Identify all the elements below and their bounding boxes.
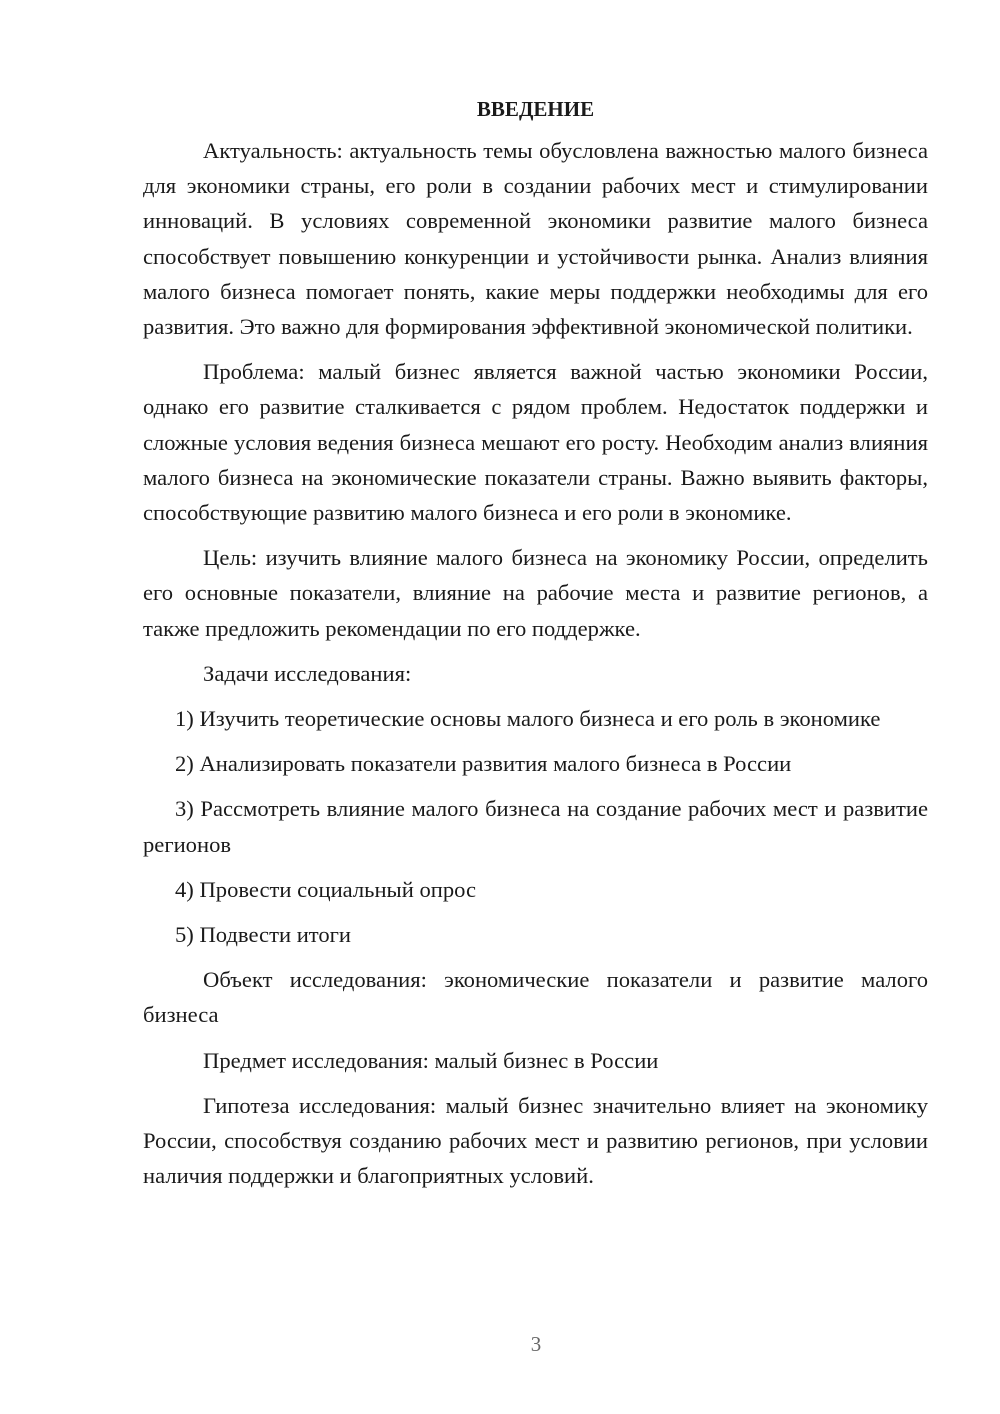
task-item: 1) Изучить теоретические основы малого бизнеса и его роль в экономике bbox=[175, 706, 881, 732]
goal-paragraph: Цель: изучить влияние малого бизнеса на экономику России, определить его основные показатели, влияние на рабочие места и развитие регионов, а также предложить рекомендации по его поддержке. bbox=[143, 545, 928, 641]
tasks-heading: Задачи исследования: bbox=[203, 660, 412, 686]
hypothesis-paragraph: Гипотеза исследования: малый бизнес значительно влияет на экономику России, способствуя созданию рабочих мест и развитию регионов, при условии наличия поддержки и благоприятных условий. bbox=[143, 1092, 928, 1189]
task-item: 2) Анализировать показатели развития малого бизнеса в России bbox=[175, 751, 792, 777]
page-number: 3 bbox=[530, 1332, 542, 1356]
task-item: 3) Рассмотреть влияние малого бизнеса на создание рабочих мест и развитие регионов bbox=[143, 796, 928, 857]
relevance-paragraph: Актуальность: актуальность темы обусловлена важностью малого бизнеса для экономики страны, его роли в создании рабочих мест и стимулировании инноваций. В условиях современной экономики развитие малого бизнеса способствует повышению конкуренции и устойчивости рынка. Анализ влияния малого бизнеса помогает понять, какие меры поддержки необходимы для его развития. Это важно для формирования эффективной экономической политики. bbox=[143, 138, 928, 340]
task-item: 5) Подвести итоги bbox=[175, 922, 352, 948]
section-title: ВВЕДЕНИЕ bbox=[476, 97, 595, 121]
subject-paragraph: Предмет исследования: малый бизнес в России bbox=[203, 1047, 659, 1073]
problem-paragraph: Проблема: малый бизнес является важной частью экономики России, однако его развитие сталкивается с рядом проблем. Недостаток поддержки и сложные условия ведения бизнеса мешают его росту. Необходим анализ влияния малого бизнеса на экономические показатели страны. Важно выявить факторы, способствующие развитию малого бизнеса и его роли в экономике. bbox=[143, 359, 928, 526]
document-page bbox=[143, 92, 928, 1203]
task-item: 4) Провести социальный опрос bbox=[175, 876, 477, 902]
object-paragraph: Объект исследования: экономические показатели и развитие малого бизнеса bbox=[143, 967, 928, 1028]
